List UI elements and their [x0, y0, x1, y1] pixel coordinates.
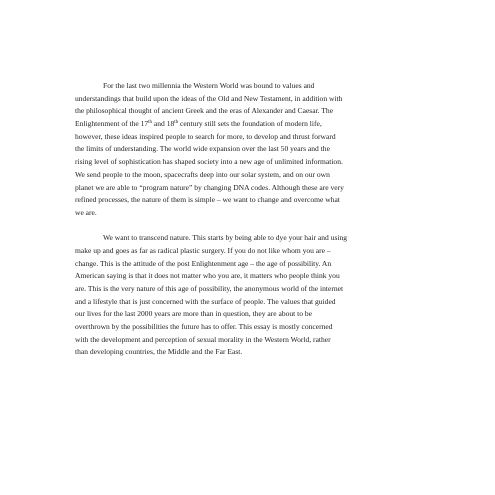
text-line: our lives for the last 2000 years are more than in question, they are about to be: [75, 309, 313, 319]
text-fragment: and 18: [152, 119, 175, 129]
ordinal-superscript: th: [174, 120, 179, 126]
text-line: We want to transcend nature. This starts by being able to dye your hair and using: [103, 233, 348, 243]
text-line: change. This is the attitude of the post Enlightenment age – the age of possibility. An: [75, 258, 332, 268]
paragraph-1: [75, 80, 415, 220]
text-line: we are.: [75, 207, 97, 217]
text-line: For the last two millennia the Western World was bound to values and: [103, 81, 315, 90]
document-body: [75, 80, 415, 359]
text-line: We send people to the moon, spacecrafts deep into our solar system, and on our own: [75, 169, 330, 179]
text-line: with the development and perception of sexual morality in the Western World, rather: [75, 334, 331, 344]
text-line: are. This is the very nature of this age of possibility, the anonymous world of the internet: [75, 284, 344, 293]
text-line-with-superscripts: [75, 118, 415, 131]
text-line: rising level of sophistication has shaped society into a new age of unlimited information.: [75, 157, 343, 167]
text-fragment: Enlightenment of the 17: [75, 119, 149, 129]
text-line: overthrown by the possibilities the future has to offer. This essay is mostly concerned: [75, 322, 333, 332]
text-line: planet we are able to “program nature” by changing DNA codes. Although these are very: [75, 182, 344, 192]
paragraph-spacer: [75, 220, 415, 233]
text-line: however, these ideas inspired people to search for more, to develop and thrust forward: [75, 131, 336, 141]
ordinal-superscript: th: [148, 120, 153, 126]
text-line: refined processes, the nature of them is simple – we want to change and overcome what: [75, 195, 340, 205]
text-line: understandings that build upon the ideas of the Old and New Testament, in addition with: [75, 93, 343, 103]
text-fragment: century still sets the foundation of modern life,: [178, 119, 322, 129]
paragraph-2: [75, 232, 415, 359]
text-line: the philosophical thought of ancient Greek and the eras of Alexander and Caesar. The: [75, 106, 334, 116]
text-line: than developing countries, the Middle and the Far East.: [75, 347, 243, 357]
text-line: the limits of understanding. The world wide expansion over the last 50 years and the: [75, 144, 330, 154]
text-line: American saying is that it does not matter who you are, it matters who people think you: [75, 271, 340, 281]
text-line: and a lifestyle that is just concerned with the surface of people. The values that guided: [75, 296, 336, 306]
text-line: make up and goes as far as radical plastic surgery. If you do not like whom you are –: [75, 245, 331, 255]
